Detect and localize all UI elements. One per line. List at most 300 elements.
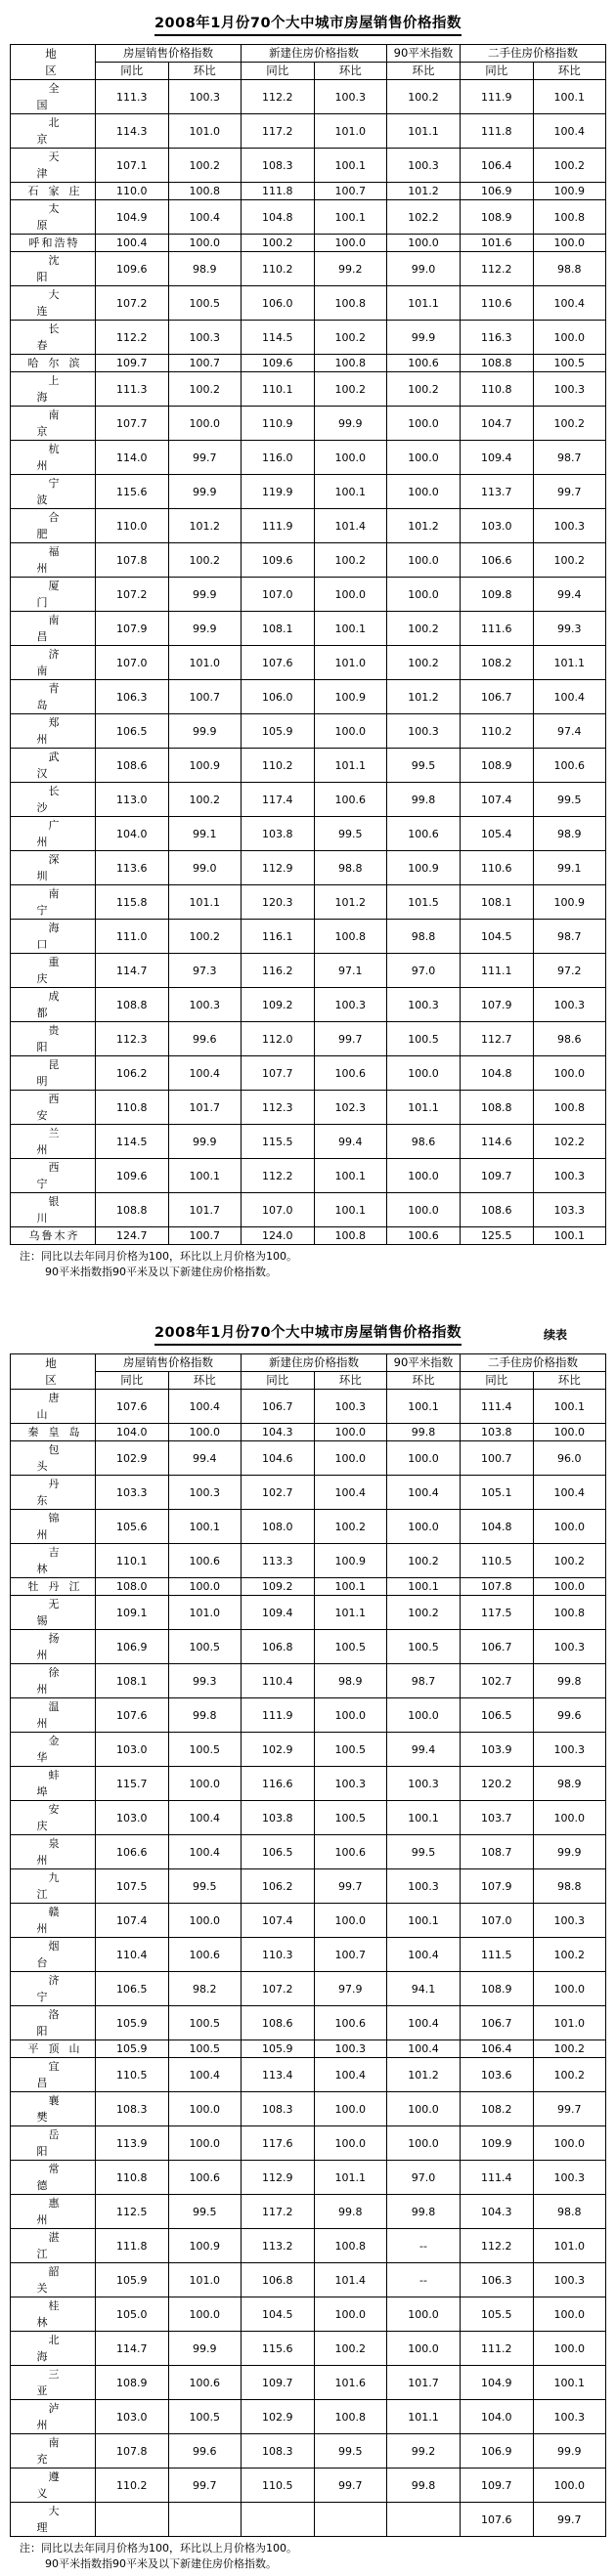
- cell-mom-90sqm: 100.3: [387, 714, 461, 749]
- row-region-name: 西安: [11, 1091, 96, 1125]
- cell-mom-90sqm: 98.8: [387, 920, 461, 954]
- cell-yoy-total: 108.3: [96, 2092, 169, 2126]
- cell-yoy-total: 111.8: [96, 2229, 169, 2263]
- table-row: [11, 372, 606, 407]
- cell-mom-secondhand: 102.2: [533, 1125, 606, 1159]
- cell-yoy-new: 113.3: [242, 1544, 315, 1578]
- cell-mom-90sqm: 99.8: [387, 2195, 461, 2229]
- cell-yoy-new: 110.9: [242, 407, 315, 441]
- cell-mom-90sqm: 100.0: [387, 1698, 461, 1733]
- cell-yoy-new: 109.6: [242, 543, 315, 578]
- table-row: [11, 252, 606, 286]
- cell-mom-90sqm: 100.6: [387, 1227, 461, 1245]
- cell-mom-new: 99.8: [314, 2195, 387, 2229]
- table-row: [11, 2297, 606, 2332]
- cell-mom-new: 100.5: [314, 1733, 387, 1767]
- cell-mom-90sqm: 98.6: [387, 1125, 461, 1159]
- cell-yoy-secondhand: 111.5: [461, 1938, 534, 1972]
- header-sub-mom-90sqm: 环比: [387, 1372, 461, 1390]
- header-sub-yoy-total: 同比: [96, 1372, 169, 1390]
- cell-mom-90sqm: 100.2: [387, 612, 461, 646]
- table-row: [11, 680, 606, 714]
- cell-yoy-new: 102.7: [242, 1476, 315, 1510]
- cell-mom-secondhand: 100.0: [533, 1424, 606, 1441]
- cell-yoy-total: 114.3: [96, 114, 169, 149]
- cell-yoy-total: 112.5: [96, 2195, 169, 2229]
- cell-yoy-new: 106.0: [242, 680, 315, 714]
- row-region-name: 洛阳: [11, 2006, 96, 2040]
- cell-mom-new: 100.8: [314, 286, 387, 321]
- cell-yoy-new: 107.0: [242, 578, 315, 612]
- table-row: [11, 1227, 606, 1245]
- cell-mom-secondhand: 100.0: [533, 2469, 606, 2503]
- cell-mom-new: 100.2: [314, 543, 387, 578]
- cell-yoy-total: 107.4: [96, 1904, 169, 1938]
- cell-yoy-total: 103.0: [96, 1733, 169, 1767]
- table-row: [11, 2503, 606, 2537]
- cell-mom-new: 98.8: [314, 851, 387, 885]
- cell-mom-new: 100.3: [314, 988, 387, 1022]
- row-region-name: 宁波: [11, 475, 96, 509]
- cell-yoy-secondhand: 116.3: [461, 321, 534, 355]
- cell-mom-total: 100.9: [168, 749, 242, 783]
- cell-yoy-new: 104.8: [242, 200, 315, 235]
- cell-yoy-total: 108.1: [96, 1664, 169, 1698]
- cell-yoy-total: 107.5: [96, 1869, 169, 1904]
- row-region-name: 昆明: [11, 1056, 96, 1091]
- table-row: [11, 1938, 606, 1972]
- cell-yoy-total: 106.2: [96, 1056, 169, 1091]
- cell-mom-new: 100.3: [314, 1390, 387, 1424]
- cell-yoy-total: 124.7: [96, 1227, 169, 1245]
- header-region: 地 区: [11, 1354, 96, 1390]
- cell-mom-total: 101.0: [168, 114, 242, 149]
- cell-yoy-total: 105.0: [96, 2297, 169, 2332]
- row-region-name: 乌鲁木齐: [11, 1227, 96, 1245]
- cell-yoy-secondhand: 110.6: [461, 851, 534, 885]
- cell-mom-total: 100.2: [168, 783, 242, 817]
- cell-yoy-secondhand: 106.7: [461, 1630, 534, 1664]
- cell-yoy-new: 115.5: [242, 1125, 315, 1159]
- cell-mom-total: 101.0: [168, 1596, 242, 1630]
- cell-yoy-total: 104.0: [96, 817, 169, 851]
- cell-mom-90sqm: 100.0: [387, 1056, 461, 1091]
- row-region-name: 南充: [11, 2434, 96, 2469]
- table-row: [11, 1869, 606, 1904]
- cell-yoy-secondhand: 107.4: [461, 783, 534, 817]
- cell-yoy-secondhand: 112.7: [461, 1022, 534, 1056]
- row-region-name: 牡丹江: [11, 1578, 96, 1596]
- cell-yoy-total: 102.9: [96, 1441, 169, 1476]
- cell-mom-secondhand: 98.8: [533, 1869, 606, 1904]
- cell-mom-secondhand: 97.2: [533, 954, 606, 988]
- cell-mom-90sqm: 100.0: [387, 2092, 461, 2126]
- cell-yoy-total: 105.9: [96, 2006, 169, 2040]
- cell-mom-90sqm: 100.9: [387, 851, 461, 885]
- cell-yoy-secondhand: 111.4: [461, 1390, 534, 1424]
- cell-mom-new: 99.5: [314, 2434, 387, 2469]
- cell-mom-total: 100.4: [168, 1835, 242, 1869]
- cell-yoy-new: 110.2: [242, 252, 315, 286]
- cell-yoy-total: 112.3: [96, 1022, 169, 1056]
- row-region-name: 长沙: [11, 783, 96, 817]
- cell-mom-total: 101.1: [168, 885, 242, 920]
- cell-mom-90sqm: 101.2: [387, 680, 461, 714]
- cell-yoy-secondhand: 113.7: [461, 475, 534, 509]
- cell-mom-new: 100.0: [314, 578, 387, 612]
- cell-yoy-total: 107.2: [96, 286, 169, 321]
- cell-mom-total: 100.3: [168, 988, 242, 1022]
- cell-yoy-secondhand: 112.2: [461, 252, 534, 286]
- cell-mom-total: 99.4: [168, 1441, 242, 1476]
- cell-yoy-new: 110.3: [242, 1938, 315, 1972]
- cell-yoy-new: 108.3: [242, 2434, 315, 2469]
- cell-mom-secondhand: 100.9: [533, 183, 606, 200]
- cell-yoy-total: 107.8: [96, 2434, 169, 2469]
- cell-yoy-new: 107.4: [242, 1904, 315, 1938]
- page-2-title-row: [10, 1321, 606, 1346]
- table-row: [11, 1767, 606, 1801]
- table-row: [11, 321, 606, 355]
- cell-yoy-new: 110.4: [242, 1664, 315, 1698]
- cell-mom-total: 100.2: [168, 543, 242, 578]
- table-row: [11, 578, 606, 612]
- cell-mom-90sqm: 99.8: [387, 1424, 461, 1441]
- table-row: [11, 1056, 606, 1091]
- cell-mom-total: [168, 2503, 242, 2537]
- cell-mom-90sqm: 100.6: [387, 355, 461, 372]
- cell-mom-secondhand: 100.9: [533, 885, 606, 920]
- cell-yoy-secondhand: 103.8: [461, 1424, 534, 1441]
- header-sub-yoy-secondhand: 同比: [461, 63, 534, 80]
- cell-mom-total: 99.1: [168, 817, 242, 851]
- cell-yoy-secondhand: 104.3: [461, 2195, 534, 2229]
- cell-yoy-total: 111.3: [96, 372, 169, 407]
- cell-mom-total: 99.7: [168, 2469, 242, 2503]
- cell-yoy-secondhand: 108.9: [461, 1972, 534, 2006]
- cell-yoy-secondhand: 104.8: [461, 1056, 534, 1091]
- header-group-new: 新建住房价格指数: [242, 1354, 387, 1372]
- cell-mom-90sqm: 100.2: [387, 1544, 461, 1578]
- cell-mom-secondhand: 101.1: [533, 646, 606, 680]
- cell-mom-new: 100.9: [314, 680, 387, 714]
- cell-mom-90sqm: 100.6: [387, 817, 461, 851]
- cell-mom-secondhand: 100.0: [533, 1510, 606, 1544]
- cell-yoy-secondhand: 103.7: [461, 1801, 534, 1835]
- cell-mom-90sqm: 97.0: [387, 2161, 461, 2195]
- cell-yoy-secondhand: 112.2: [461, 2229, 534, 2263]
- row-region-name: 西宁: [11, 1159, 96, 1193]
- cell-yoy-secondhand: 107.9: [461, 988, 534, 1022]
- table-row: [11, 749, 606, 783]
- cell-mom-new: 100.1: [314, 1159, 387, 1193]
- cell-mom-90sqm: 100.2: [387, 80, 461, 114]
- cell-mom-90sqm: 100.0: [387, 2332, 461, 2366]
- cell-yoy-secondhand: 109.7: [461, 2469, 534, 2503]
- note-line-1: 注：同比以去年同月价格为100，环比以上月价格为100。: [20, 2542, 297, 2555]
- cell-mom-secondhand: 100.4: [533, 680, 606, 714]
- cell-mom-90sqm: 97.0: [387, 954, 461, 988]
- cell-mom-secondhand: 100.0: [533, 1578, 606, 1596]
- cell-yoy-total: 103.3: [96, 1476, 169, 1510]
- header-sub-yoy-secondhand: 同比: [461, 1372, 534, 1390]
- cell-mom-secondhand: 96.0: [533, 1441, 606, 1476]
- cell-yoy-total: 109.7: [96, 355, 169, 372]
- cell-yoy-secondhand: 104.9: [461, 2366, 534, 2400]
- cell-yoy-secondhand: 108.9: [461, 749, 534, 783]
- row-region-name: 成都: [11, 988, 96, 1022]
- cell-yoy-total: 106.5: [96, 714, 169, 749]
- cell-mom-secondhand: 100.1: [533, 2366, 606, 2400]
- cell-yoy-total: 103.0: [96, 1801, 169, 1835]
- cell-yoy-new: 107.2: [242, 1972, 315, 2006]
- cell-yoy-total: 112.2: [96, 321, 169, 355]
- cell-yoy-total: 114.5: [96, 1125, 169, 1159]
- cell-mom-90sqm: 101.2: [387, 2058, 461, 2092]
- cell-yoy-total: 114.7: [96, 2332, 169, 2366]
- cell-yoy-secondhand: 107.9: [461, 1869, 534, 1904]
- cell-mom-total: 100.5: [168, 2006, 242, 2040]
- table-row: [11, 355, 606, 372]
- cell-mom-total: 97.3: [168, 954, 242, 988]
- cell-mom-secondhand: 100.2: [533, 407, 606, 441]
- cell-mom-total: 100.8: [168, 183, 242, 200]
- cell-mom-secondhand: 101.0: [533, 2006, 606, 2040]
- cell-yoy-total: 110.2: [96, 2469, 169, 2503]
- cell-mom-total: 100.6: [168, 2161, 242, 2195]
- cell-mom-secondhand: 97.4: [533, 714, 606, 749]
- cell-mom-secondhand: 98.8: [533, 252, 606, 286]
- cell-mom-total: 99.9: [168, 1125, 242, 1159]
- table-notes-1: [20, 1249, 606, 1280]
- cell-yoy-total: 110.0: [96, 509, 169, 543]
- row-region-name: 惠州: [11, 2195, 96, 2229]
- cell-mom-secondhand: 99.7: [533, 2092, 606, 2126]
- row-region-name: 安庆: [11, 1801, 96, 1835]
- cell-mom-secondhand: 98.6: [533, 1022, 606, 1056]
- cell-mom-total: 100.2: [168, 149, 242, 183]
- cell-mom-secondhand: 100.0: [533, 235, 606, 252]
- table-row: [11, 2263, 606, 2297]
- cell-yoy-total: 109.1: [96, 1596, 169, 1630]
- cell-mom-total: 101.0: [168, 646, 242, 680]
- row-region-name: 泸州: [11, 2400, 96, 2434]
- table-row: [11, 1578, 606, 1596]
- cell-mom-new: 101.1: [314, 749, 387, 783]
- cell-yoy-secondhand: 103.6: [461, 2058, 534, 2092]
- cell-mom-90sqm: 100.4: [387, 2006, 461, 2040]
- row-region-name: 九江: [11, 1869, 96, 1904]
- cell-mom-secondhand: 100.0: [533, 1056, 606, 1091]
- row-region-name: 太原: [11, 200, 96, 235]
- row-region-name: 合肥: [11, 509, 96, 543]
- header-group-total: 房屋销售价格指数: [96, 45, 242, 63]
- header-sub-row: [11, 1372, 606, 1390]
- cell-yoy-secondhand: 102.7: [461, 1664, 534, 1698]
- cell-yoy-secondhand: 111.8: [461, 114, 534, 149]
- cell-yoy-new: 117.2: [242, 2195, 315, 2229]
- cell-yoy-total: 115.8: [96, 885, 169, 920]
- cell-yoy-secondhand: 106.9: [461, 2434, 534, 2469]
- cell-mom-total: 100.5: [168, 1733, 242, 1767]
- header-sub-yoy-new: 同比: [242, 63, 315, 80]
- page-divider: [0, 1284, 616, 1309]
- cell-mom-secondhand: 100.0: [533, 1972, 606, 2006]
- cell-yoy-total: 109.6: [96, 1159, 169, 1193]
- table-row: [11, 1476, 606, 1510]
- cell-mom-new: 99.7: [314, 2469, 387, 2503]
- cell-mom-secondhand: 99.7: [533, 2503, 606, 2537]
- cell-yoy-new: 106.8: [242, 1630, 315, 1664]
- cell-yoy-secondhand: 104.0: [461, 2400, 534, 2434]
- cell-yoy-new: 112.2: [242, 1159, 315, 1193]
- row-region-name: 韶关: [11, 2263, 96, 2297]
- cell-mom-new: 100.0: [314, 1698, 387, 1733]
- cell-mom-90sqm: --: [387, 2229, 461, 2263]
- cell-mom-new: 99.5: [314, 817, 387, 851]
- cell-yoy-total: 114.7: [96, 954, 169, 988]
- table-row: [11, 509, 606, 543]
- row-region-name: 全国: [11, 80, 96, 114]
- cell-mom-new: 100.8: [314, 920, 387, 954]
- row-region-name: 三亚: [11, 2366, 96, 2400]
- cell-yoy-secondhand: 108.8: [461, 1091, 534, 1125]
- cell-mom-new: 100.8: [314, 355, 387, 372]
- cell-mom-secondhand: 100.4: [533, 114, 606, 149]
- cell-mom-secondhand: 100.3: [533, 509, 606, 543]
- cell-mom-new: 100.8: [314, 2229, 387, 2263]
- cell-mom-secondhand: 98.7: [533, 441, 606, 475]
- cell-yoy-secondhand: 109.8: [461, 578, 534, 612]
- cell-mom-total: 100.0: [168, 1904, 242, 1938]
- cell-yoy-total: 106.5: [96, 1972, 169, 2006]
- cell-mom-total: 99.5: [168, 2195, 242, 2229]
- cell-mom-new: 100.0: [314, 1441, 387, 1476]
- cell-yoy-total: 114.0: [96, 441, 169, 475]
- row-region-name: 桂林: [11, 2297, 96, 2332]
- table-row: [11, 235, 606, 252]
- table-row: [11, 1664, 606, 1698]
- cell-mom-90sqm: 100.0: [387, 407, 461, 441]
- header-group-secondhand: 二手住房价格指数: [461, 1354, 606, 1372]
- cell-mom-new: 100.0: [314, 1424, 387, 1441]
- cell-yoy-total: 104.0: [96, 1424, 169, 1441]
- row-region-name: 锦州: [11, 1510, 96, 1544]
- cell-mom-new: 100.0: [314, 1904, 387, 1938]
- cell-mom-secondhand: 98.9: [533, 817, 606, 851]
- cell-mom-total: 100.4: [168, 1801, 242, 1835]
- cell-yoy-secondhand: 106.6: [461, 543, 534, 578]
- cell-mom-secondhand: 99.7: [533, 475, 606, 509]
- cell-yoy-new: 108.3: [242, 149, 315, 183]
- cell-yoy-secondhand: 108.8: [461, 355, 534, 372]
- cell-yoy-secondhand: 108.9: [461, 200, 534, 235]
- table-header-1: [11, 45, 606, 80]
- cell-mom-new: 100.3: [314, 80, 387, 114]
- cell-mom-90sqm: 94.1: [387, 1972, 461, 2006]
- cell-mom-secondhand: 99.1: [533, 851, 606, 885]
- cell-mom-total: 100.4: [168, 1390, 242, 1424]
- row-region-name: 石家庄: [11, 183, 96, 200]
- table-row: [11, 2092, 606, 2126]
- cell-yoy-secondhand: 111.4: [461, 2161, 534, 2195]
- cell-mom-total: 100.9: [168, 2229, 242, 2263]
- cell-mom-90sqm: 100.2: [387, 646, 461, 680]
- cell-yoy-secondhand: 107.0: [461, 1904, 534, 1938]
- cell-mom-90sqm: 101.1: [387, 1091, 461, 1125]
- row-region-name: 徐州: [11, 1664, 96, 1698]
- cell-mom-secondhand: 99.6: [533, 1698, 606, 1733]
- cell-mom-secondhand: 100.2: [533, 149, 606, 183]
- cell-mom-total: 100.3: [168, 80, 242, 114]
- cell-mom-90sqm: 101.5: [387, 885, 461, 920]
- row-region-name: 遵义: [11, 2469, 96, 2503]
- cell-yoy-new: 109.6: [242, 355, 315, 372]
- cell-mom-90sqm: 101.1: [387, 114, 461, 149]
- table-row: [11, 1835, 606, 1869]
- cell-mom-new: 100.6: [314, 1835, 387, 1869]
- cell-mom-90sqm: 100.0: [387, 235, 461, 252]
- row-region-name: 济宁: [11, 1972, 96, 2006]
- cell-mom-new: 99.4: [314, 1125, 387, 1159]
- cell-mom-90sqm: 100.0: [387, 1193, 461, 1227]
- cell-mom-total: 100.3: [168, 1476, 242, 1510]
- cell-yoy-secondhand: 104.5: [461, 920, 534, 954]
- cell-mom-total: 100.6: [168, 1938, 242, 1972]
- cell-mom-total: 100.0: [168, 235, 242, 252]
- cell-mom-90sqm: 100.2: [387, 372, 461, 407]
- cell-yoy-new: 112.0: [242, 1022, 315, 1056]
- row-region-name: 兰州: [11, 1125, 96, 1159]
- cell-mom-total: 101.7: [168, 1193, 242, 1227]
- cell-mom-90sqm: 100.5: [387, 1022, 461, 1056]
- header-region: 地 区: [11, 45, 96, 80]
- row-region-name: 呼和浩特: [11, 235, 96, 252]
- row-region-name: 北京: [11, 114, 96, 149]
- cell-mom-90sqm: 100.0: [387, 543, 461, 578]
- cell-yoy-new: 103.8: [242, 817, 315, 851]
- cell-mom-total: 100.2: [168, 372, 242, 407]
- cell-mom-total: 101.0: [168, 2263, 242, 2297]
- cell-mom-new: 100.4: [314, 1476, 387, 1510]
- cell-mom-total: 99.7: [168, 441, 242, 475]
- cell-mom-new: 99.7: [314, 1022, 387, 1056]
- cell-mom-90sqm: 100.0: [387, 475, 461, 509]
- cell-mom-new: 100.0: [314, 441, 387, 475]
- table-row: [11, 2366, 606, 2400]
- cell-mom-total: 100.7: [168, 355, 242, 372]
- cell-yoy-total: 107.7: [96, 407, 169, 441]
- row-region-name: 沈阳: [11, 252, 96, 286]
- cell-mom-new: 98.9: [314, 1664, 387, 1698]
- cell-yoy-secondhand: 108.1: [461, 885, 534, 920]
- row-region-name: 贵阳: [11, 1022, 96, 1056]
- cell-mom-total: 100.0: [168, 1578, 242, 1596]
- cell-yoy-new: 116.2: [242, 954, 315, 988]
- row-region-name: 大理: [11, 2503, 96, 2537]
- cell-yoy-total: 111.0: [96, 920, 169, 954]
- cell-yoy-total: 103.0: [96, 2400, 169, 2434]
- cell-yoy-secondhand: 100.7: [461, 1441, 534, 1476]
- cell-mom-new: 102.3: [314, 1091, 387, 1125]
- cell-mom-total: 100.7: [168, 680, 242, 714]
- table-row: [11, 646, 606, 680]
- cell-mom-90sqm: 99.8: [387, 2469, 461, 2503]
- note-line-1: 注：同比以去年同月价格为100，环比以上月价格为100。: [20, 1250, 297, 1263]
- cell-mom-new: 100.8: [314, 1227, 387, 1245]
- cell-yoy-total: 108.9: [96, 2366, 169, 2400]
- cell-yoy-total: 100.4: [96, 235, 169, 252]
